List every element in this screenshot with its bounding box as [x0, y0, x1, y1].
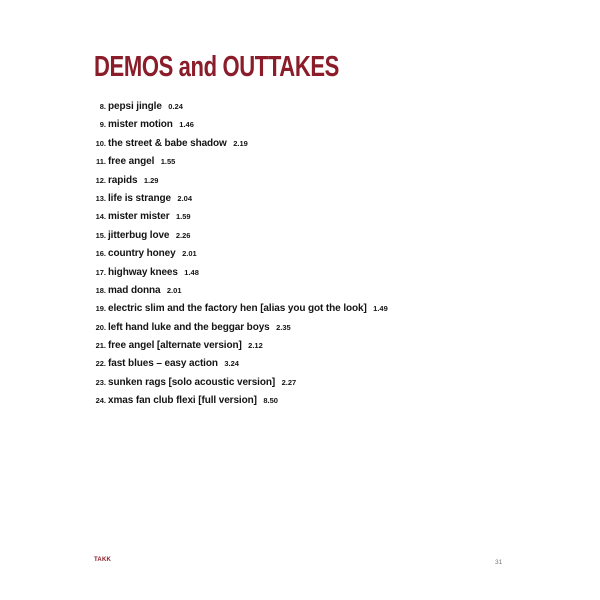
track-duration: 2.01 [166, 285, 182, 295]
track-item [84, 133, 388, 151]
track-duration: 1.48 [184, 267, 199, 277]
track-item [84, 96, 388, 114]
track-title: country honey [108, 248, 176, 260]
track-duration: 1.29 [143, 175, 159, 185]
track-item [84, 317, 388, 335]
track-item [84, 151, 388, 169]
track-duration: 2.35 [276, 322, 291, 332]
track-title: rapids [108, 174, 138, 186]
track-item [84, 114, 388, 132]
track-duration: 1.59 [175, 212, 191, 222]
track-title: electric slim and the factory hen [alias you got the look] [108, 303, 367, 315]
track-title: xmas fan club flexi [full version] [108, 395, 257, 407]
track-duration: 2.26 [175, 230, 191, 240]
track-duration: 2.27 [281, 377, 297, 387]
track-title: mister mister [108, 211, 170, 223]
track-duration: 1.49 [373, 304, 388, 314]
track-item [84, 390, 388, 408]
track-title: pepsi jingle [108, 101, 162, 112]
track-number: 9. [99, 120, 106, 130]
track-number: 11. [95, 157, 106, 167]
page-title: DEMOS and OUTTAKES [94, 51, 340, 83]
track-duration: 0.24 [168, 102, 183, 111]
track-item [84, 206, 388, 224]
track-number: 24. [95, 396, 106, 406]
track-number: 20. [95, 322, 106, 332]
track-duration: 2.12 [248, 341, 263, 351]
track-item [84, 298, 388, 316]
track-number: 21. [95, 341, 106, 351]
track-duration: 2.01 [182, 249, 197, 259]
track-title: mister motion [108, 119, 173, 131]
track-number: 18. [95, 285, 106, 295]
track-number: 23. [95, 377, 106, 387]
track-duration: 2.19 [233, 138, 248, 148]
track-list [84, 96, 388, 409]
track-title: left hand luke and the beggar boys [108, 321, 270, 333]
track-title: fast blues – easy action [108, 358, 218, 370]
track-item [84, 225, 388, 243]
track-item [84, 262, 388, 280]
track-item [84, 335, 388, 353]
track-item [84, 243, 388, 261]
track-number: 17. [95, 267, 106, 277]
track-duration: 3.24 [224, 359, 239, 369]
track-number: 13. [95, 193, 106, 203]
track-item [84, 280, 388, 298]
track-title: jitterbug love [108, 229, 170, 241]
track-title: mad donna [108, 284, 161, 296]
track-number: 14. [95, 212, 106, 222]
footer-logo: TAKK [94, 557, 112, 563]
track-title: the street & babe shadow [108, 137, 227, 149]
track-number: 12. [95, 175, 106, 185]
track-title: sunken rags [solo acoustic version] [108, 376, 276, 388]
track-number: 8. [99, 102, 106, 111]
track-number: 19. [95, 304, 106, 314]
track-item [84, 170, 388, 188]
track-title: life is strange [108, 192, 171, 204]
track-item [84, 372, 388, 390]
track-duration: 8.50 [263, 396, 278, 406]
track-duration: 2.04 [177, 193, 193, 203]
track-title: free angel [108, 156, 155, 168]
page-number: 31 [495, 559, 503, 566]
track-item [84, 353, 388, 371]
track-item [84, 188, 388, 206]
track-number: 22. [95, 359, 106, 369]
track-title: free angel [alternate version] [108, 340, 242, 352]
track-duration: 1.46 [179, 120, 194, 130]
track-number: 16. [95, 249, 106, 259]
track-number: 15. [95, 230, 106, 240]
track-duration: 1.55 [160, 157, 176, 167]
track-title: highway knees [108, 266, 178, 278]
track-number: 10. [95, 138, 106, 148]
